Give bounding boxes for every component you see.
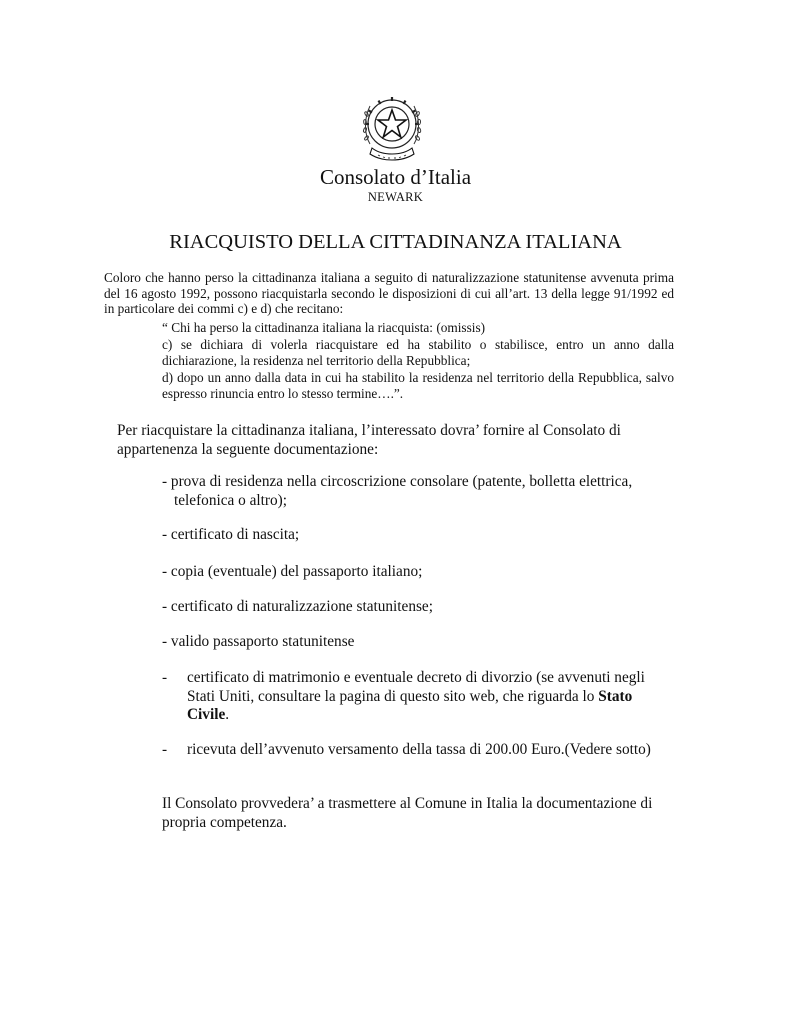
law-quote-line-1: “ Chi ha perso la cittadinanza italiana la riacquista: (omissis) bbox=[162, 320, 486, 335]
list-bullet: - bbox=[162, 669, 168, 686]
intro-paragraph: Coloro che hanno perso la cittadinanza italiana a seguito di naturalizzazione statunitense avvenuta prima del 16 agosto 1992, possono riacquistarla secondo le disposizioni di cui all’art. 13 della legge 91/1992 ed in particolare dei commi c) e d) che recitano: bbox=[104, 270, 674, 316]
list-bullet: - bbox=[162, 741, 168, 758]
list-item-italian-passport: - copia (eventuale) del passaporto italiano; bbox=[162, 563, 423, 580]
list-item-residence-proof bbox=[162, 473, 632, 510]
list-item-naturalization-certificate: - certificato di naturalizzazione statunitense; bbox=[162, 598, 433, 615]
list-item-text: - prova di residenza nella circoscrizione consolare (patente, bolletta elettrica, bbox=[162, 473, 633, 490]
list-item-birth-certificate: - certificato di nascita; bbox=[162, 526, 300, 543]
list-item-marriage-certificate bbox=[187, 669, 667, 725]
law-quote-clause-d: d) dopo un anno dalla data in cui ha stabilito la residenza nel territorio della Repubblica, salvo espresso rinuncia entro lo stesso termine….”. bbox=[162, 370, 674, 401]
law-quote-clause-c: c) se dichiara di volerla riacquistare ed ha stabilito o stabilisce, entro un anno dalla dichiarazione, la residenza nel territorio della Repubblica; bbox=[162, 337, 674, 368]
list-item-text-end: . bbox=[225, 706, 230, 723]
list-item-fee-receipt: ricevuta dell’avvenuto versamento della tassa di 200.00 Euro.(Vedere sotto) bbox=[187, 741, 651, 758]
list-item-text-continued: telefonica o altro); bbox=[174, 491, 287, 509]
documents-intro: Per riacquistare la cittadinanza italiana, l’interessato dovra’ fornire al Consolato di appartenenza la seguente documentazione: bbox=[117, 422, 621, 458]
document-title: RIACQUISTO DELLA CITTADINANZA ITALIANA bbox=[169, 231, 622, 253]
consulate-name: Consolato d’Italia bbox=[319, 165, 472, 189]
list-item-us-passport: - valido passaporto statunitense bbox=[162, 633, 355, 650]
stato-civile-link-text: Stato Civile bbox=[187, 687, 633, 723]
italian-republic-emblem-icon bbox=[360, 94, 424, 166]
closing-paragraph: Il Consolato provvedera’ a trasmettere al Comune in Italia la documentazione di propria competenza. bbox=[162, 795, 653, 831]
consulate-city: NEWARK bbox=[367, 190, 424, 204]
list-item-text: certificato di matrimonio e eventuale decreto di divorzio (se avvenuti negli Stati Uniti, consultare la pagina di questo sito web, che riguarda lo bbox=[187, 669, 645, 705]
